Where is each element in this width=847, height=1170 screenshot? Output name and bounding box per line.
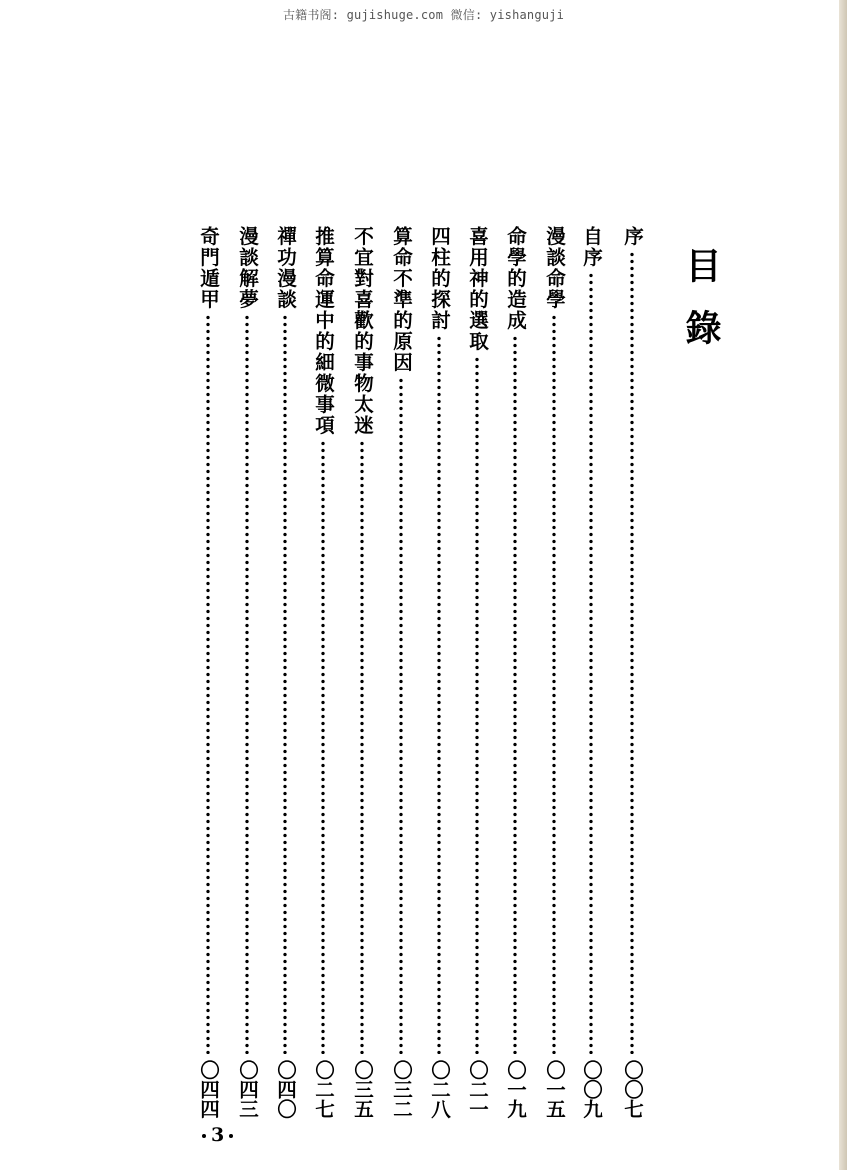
toc-entry-title: 自序 [580, 226, 603, 268]
toc-entry-page: 〇〇九 [580, 1059, 603, 1118]
toc-entry-page: 〇〇七 [621, 1059, 644, 1118]
toc-entry-title: 序 [621, 226, 644, 247]
toc-entry-11 [234, 226, 260, 1118]
toc-entry-6 [426, 226, 452, 1118]
toc-entry-5 [464, 226, 490, 1118]
toc-entry-title: 不宜對喜歡的事物太迷 [351, 226, 374, 436]
toc-entry-page: 〇三二 [390, 1059, 413, 1118]
toc-entry-10 [272, 226, 298, 1118]
toc-entry-page: 〇四〇 [274, 1059, 297, 1118]
dot-leader [321, 440, 325, 1054]
toc-entry-page: 〇二一 [466, 1059, 489, 1118]
bullet-dot [202, 1134, 206, 1138]
watermark-text: 古籍书阁: gujishuge.com 微信: yishanguji [282, 8, 565, 22]
toc-entry-page: 〇一九 [504, 1059, 527, 1118]
toc-entry-8 [349, 226, 375, 1118]
page-number-text: 3 [211, 1124, 225, 1146]
toc-entry-title: 禪功漫談 [274, 226, 297, 310]
page-edge [839, 0, 847, 1170]
toc-entry-title: 推算命運中的細微事項 [312, 226, 335, 436]
toc-entry-page: 〇二七 [312, 1059, 335, 1118]
toc-entry-page: 〇四四 [197, 1059, 220, 1118]
dot-leader [283, 314, 287, 1054]
toc-entry-title: 漫談命學 [543, 226, 566, 310]
dot-leader [513, 335, 517, 1054]
toc-entry-title: 漫談解夢 [236, 226, 259, 310]
toc-entry-12 [195, 226, 221, 1118]
dot-leader [589, 272, 593, 1054]
dot-leader [475, 356, 479, 1054]
dot-leader [630, 251, 634, 1054]
dot-leader [399, 377, 403, 1054]
toc-entry-2 [578, 226, 604, 1118]
toc-entry-title: 奇門遁甲 [197, 226, 220, 310]
toc-entry-7 [388, 226, 414, 1118]
toc-entry-title: 算命不準的原因 [390, 226, 413, 373]
toc-entry-page: 〇三五 [351, 1059, 374, 1118]
dot-leader [360, 440, 364, 1054]
page-title: 目錄 [680, 247, 721, 371]
dot-leader [437, 335, 441, 1054]
toc-entry-9 [310, 226, 336, 1118]
toc-entry-page: 〇一五 [543, 1059, 566, 1118]
toc-entry-4 [502, 226, 528, 1118]
toc-entry-1 [619, 226, 645, 1118]
toc-entry-page: 〇四三 [236, 1059, 259, 1118]
dot-leader [552, 314, 556, 1054]
toc-entry-title: 喜用神的選取 [466, 226, 489, 352]
toc-entry-page: 〇二八 [428, 1059, 451, 1118]
toc-entry-title: 四柱的探討 [428, 226, 451, 331]
dot-leader [245, 314, 249, 1054]
bullet-dot [229, 1134, 233, 1138]
dot-leader [206, 314, 210, 1054]
page-number [197, 1124, 238, 1146]
toc-entry-title: 命學的造成 [504, 226, 527, 331]
toc-entry-3 [541, 226, 567, 1118]
